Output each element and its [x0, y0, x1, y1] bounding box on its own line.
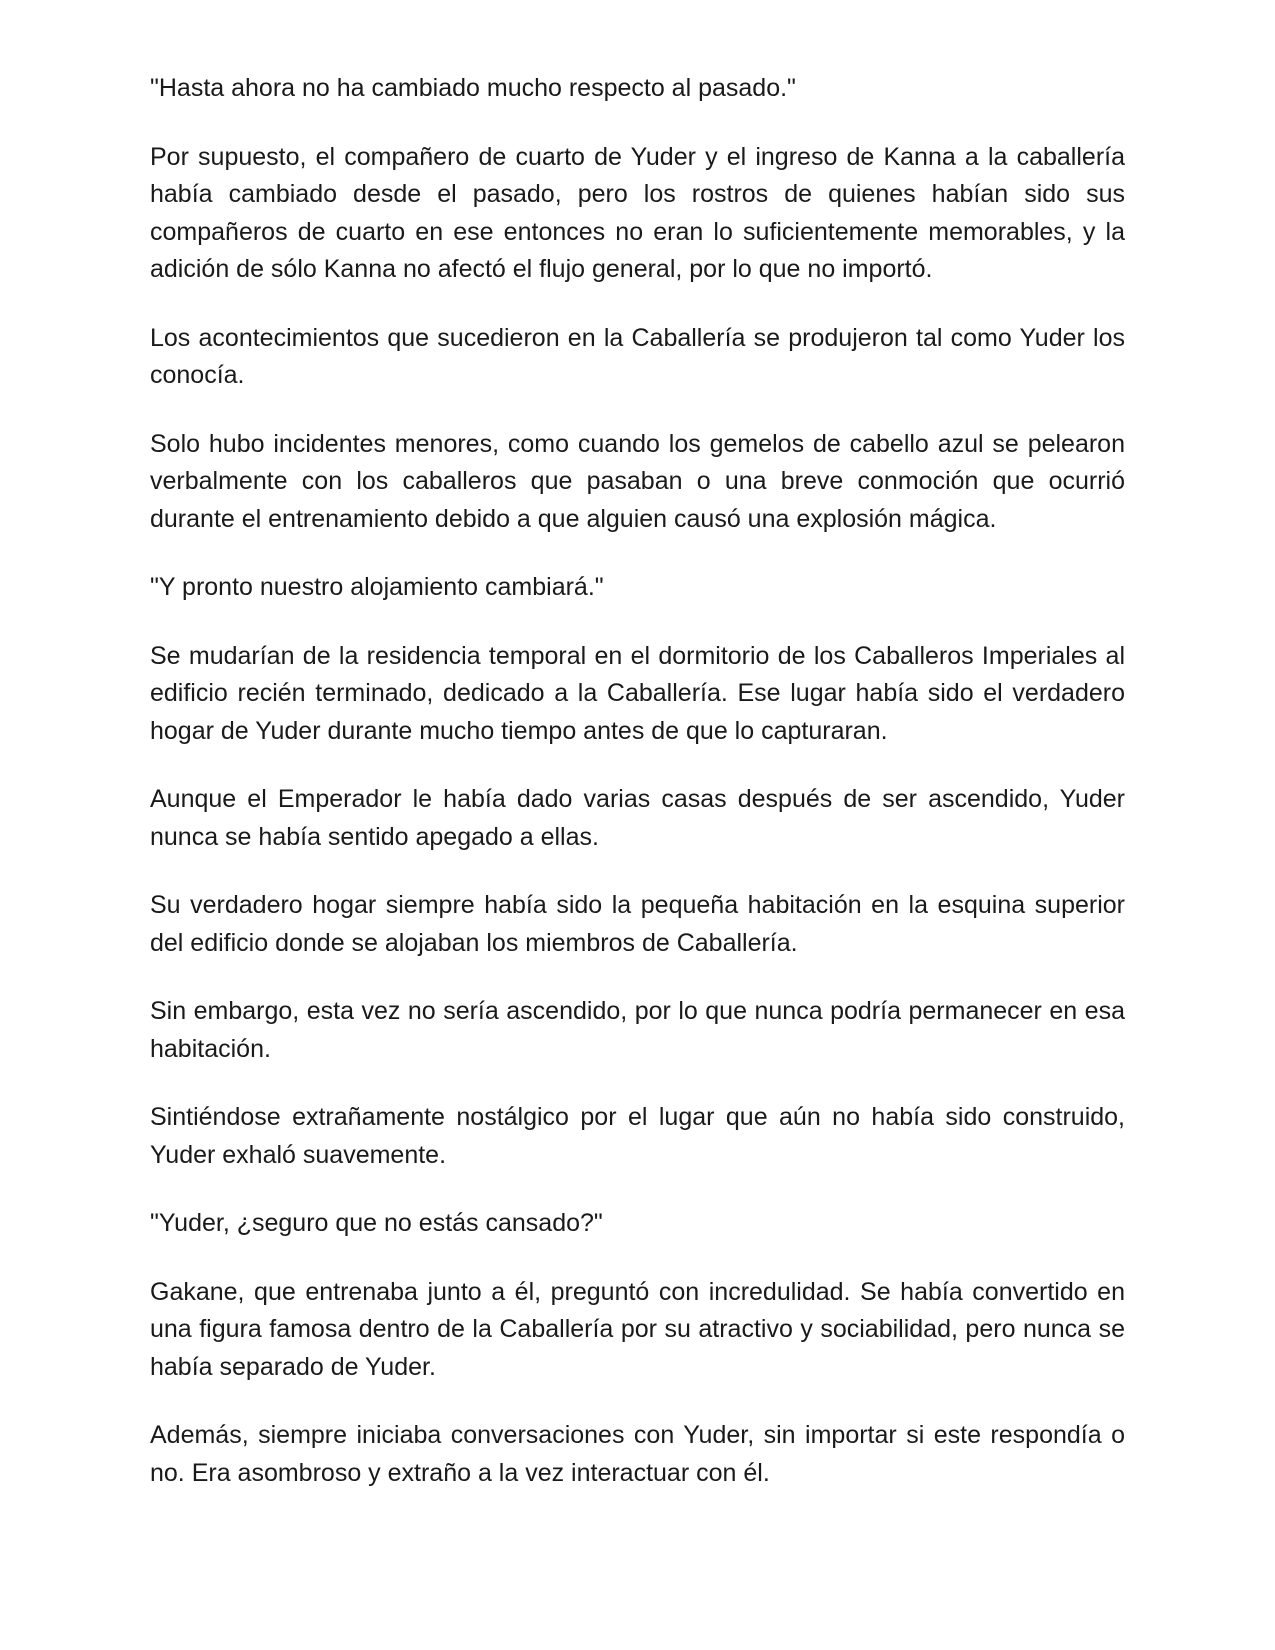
paragraph-5: "Y pronto nuestro alojamiento cambiará."	[150, 573, 604, 601]
paragraph-3: Los acontecimientos que sucedieron en la Caballería se produjeron tal como Yuder los conocía.	[150, 323, 1125, 389]
paragraph-12: Gakane, que entrenaba junto a él, preguntó con incredulidad. Se había convertido en una figura famosa dentro de la Caballería por su atractivo y sociabilidad, pero nunca se había separado de Yuder.	[150, 1277, 1125, 1381]
paragraph-13: Además, siempre iniciaba conversaciones con Yuder, sin importar si este respondía o no. Era asombroso y extraño a la vez interactuar con él.	[150, 1421, 1125, 1487]
paragraph-11: "Yuder, ¿seguro que no estás cansado?"	[150, 1209, 603, 1237]
document-page	[150, 70, 1125, 1523]
paragraph-4: Solo hubo incidentes menores, como cuando los gemelos de cabello azul se pelearon verbalmente con los caballeros que pasaban o una breve conmoción que ocurrió durante el entrenamiento debido a que alguien causó una explosión mágica.	[150, 429, 1125, 533]
paragraph-9: Sin embargo, esta vez no sería ascendido, por lo que nunca podría permanecer en esa habitación.	[150, 997, 1125, 1063]
paragraph-1: "Hasta ahora no ha cambiado mucho respecto al pasado."	[150, 74, 796, 102]
paragraph-6: Se mudarían de la residencia temporal en el dormitorio de los Caballeros Imperiales al edificio recién terminado, dedicado a la Caballería. Ese lugar había sido el verdadero hogar de Yuder durante mucho tiempo antes de que lo capturaran.	[150, 641, 1125, 745]
paragraph-8: Su verdadero hogar siempre había sido la pequeña habitación en la esquina superior del edificio donde se alojaban los miembros de Caballería.	[150, 891, 1125, 957]
paragraph-10: Sintiéndose extrañamente nostálgico por el lugar que aún no había sido construido, Yuder exhaló suavemente.	[150, 1103, 1125, 1169]
paragraph-7: Aunque el Emperador le había dado varias casas después de ser ascendido, Yuder nunca se había sentido apegado a ellas.	[150, 785, 1125, 851]
paragraph-2: Por supuesto, el compañero de cuarto de Yuder y el ingreso de Kanna a la caballería había cambiado desde el pasado, pero los rostros de quienes habían sido sus compañeros de cuarto en ese entonces no eran lo suficientemente memorables, y la adición de sólo Kanna no afectó el flujo general, por lo que no importó.	[150, 142, 1125, 283]
